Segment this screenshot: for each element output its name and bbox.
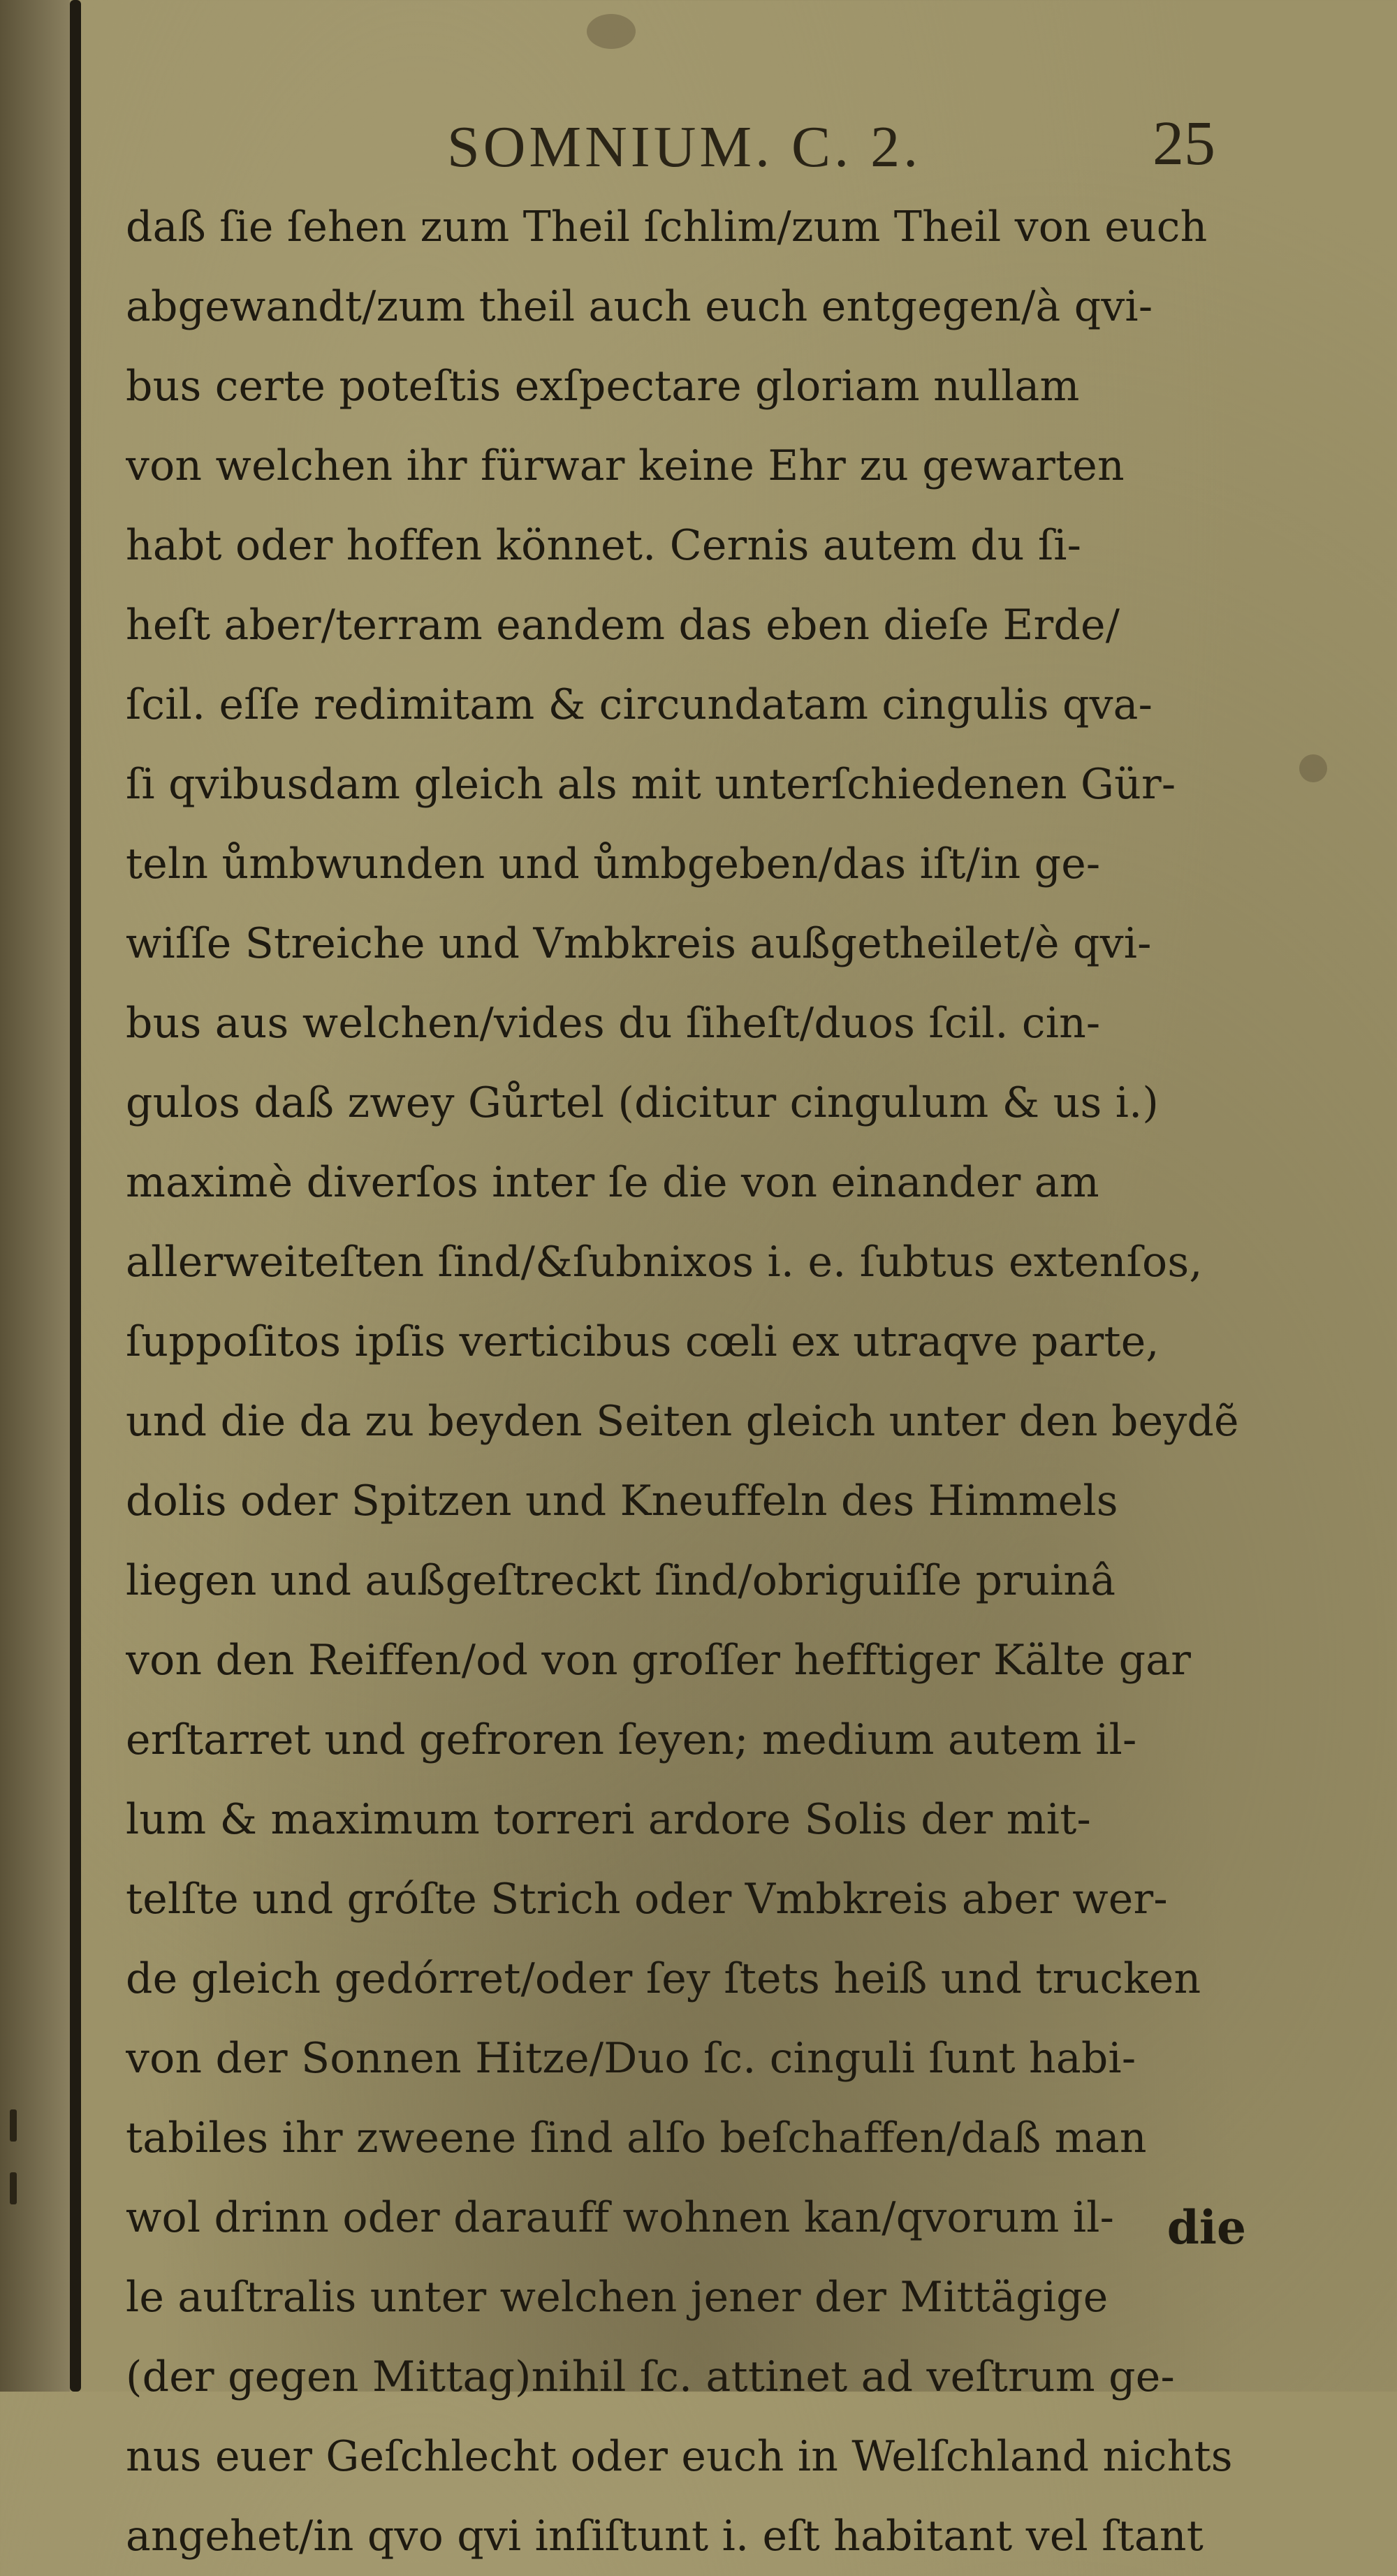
- text-line: dolis oder Spitzen und Kneuffeln des Himmels: [126, 1477, 1118, 1525]
- gutter-mark: [10, 2109, 17, 2142]
- gutter-mark: [10, 2172, 17, 2204]
- text-line: nus euer Geſchlecht oder euch in Welſchland nichts: [126, 2432, 1233, 2481]
- paper-stain: [587, 14, 636, 49]
- text-line: (der gegen Mittag)nihil ſc. attinet ad veſtrum ge-: [126, 2352, 1175, 2401]
- text-line: von welchen ihr fürwar keine Ehr zu gewarten: [126, 441, 1125, 490]
- text-line: allerweiteſten ſind/&ſubnixos i. e. ſubtus extenſos,: [126, 1238, 1203, 1287]
- text-line: teln ůmbwunden und ůmbgeben/das iſt/in ge-: [126, 840, 1101, 888]
- text-line: erſtarret und gefroren ſeyen; medium autem il-: [126, 1715, 1137, 1764]
- running-title: SOMNIUM. C. 2.: [447, 115, 922, 180]
- text-line: daß ſie ſehen zum Theil ſchlim/zum Theil von euch: [126, 203, 1208, 251]
- text-line: tabiles ihr zweene ſind alſo beſchaffen/daß man: [126, 2114, 1147, 2162]
- page-number: 25: [1153, 109, 1215, 178]
- text-line: heſt aber/terram eandem das eben dieſe Erde/: [126, 601, 1120, 650]
- text-line: habt oder hoffen könnet. Cernis autem du ſi-: [126, 521, 1082, 570]
- text-line: lum & maximum torreri ardore Solis der mit-: [126, 1795, 1091, 1844]
- body-text: [126, 187, 1257, 2576]
- binding-edge-rule: [70, 0, 81, 2392]
- text-line: le auſtralis unter welchen jener der Mittägige: [126, 2273, 1109, 2322]
- text-line: wiſſe Streiche und Vmbkreis außgetheilet/è qvi-: [126, 919, 1152, 968]
- text-line: und die da zu beyden Seiten gleich unter den beydẽ: [126, 1397, 1239, 1446]
- text-line: ſcil. eſſe redimitam & circundatam cingulis qva-: [126, 680, 1153, 729]
- paper-stain: [1299, 754, 1327, 782]
- text-line: de gleich gedórret/oder ſey ſtets heiß und trucken: [126, 1954, 1201, 2003]
- text-line: von den Reiffen/od von groſſer hefftiger Kälte gar: [126, 1636, 1192, 1685]
- text-line: von der Sonnen Hitze/Duo ſc. cinguli ſunt habi-: [126, 2034, 1136, 2083]
- page-gutter: [0, 0, 70, 2392]
- text-line: angehet/in qvo qvi inſiſtunt i. eſt habitant vel ſtant: [126, 2512, 1204, 2561]
- text-line: liegen und außgeſtreckt ſind/obriguiſſe pruinâ: [126, 1556, 1116, 1605]
- text-line: ſuppoſitos ipſis verticibus cœli ex utraqve parte,: [126, 1317, 1160, 1366]
- page-header: [433, 98, 1271, 182]
- text-line: bus aus welchen/vides du ſiheſt/duos ſcil. cin-: [126, 999, 1101, 1048]
- catchword: die: [1166, 2200, 1246, 2255]
- text-line: gulos daß zwey Gůrtel (dicitur cingulum & us i.): [126, 1078, 1159, 1127]
- text-line: ſi qvibusdam gleich als mit unterſchiedenen Gür-: [126, 760, 1176, 809]
- text-line: maximè diverſos inter ſe die von einander am: [126, 1158, 1099, 1207]
- text-line: wol drinn oder darauff wohnen kan/qvorum il-: [126, 2193, 1115, 2242]
- text-line: bus certe poteſtis exſpectare gloriam nullam: [126, 362, 1080, 411]
- text-line: telſte und gróſte Strich oder Vmbkreis aber wer-: [126, 1875, 1168, 1924]
- text-line: abgewandt/zum theil auch euch entgegen/à qvi-: [126, 282, 1153, 331]
